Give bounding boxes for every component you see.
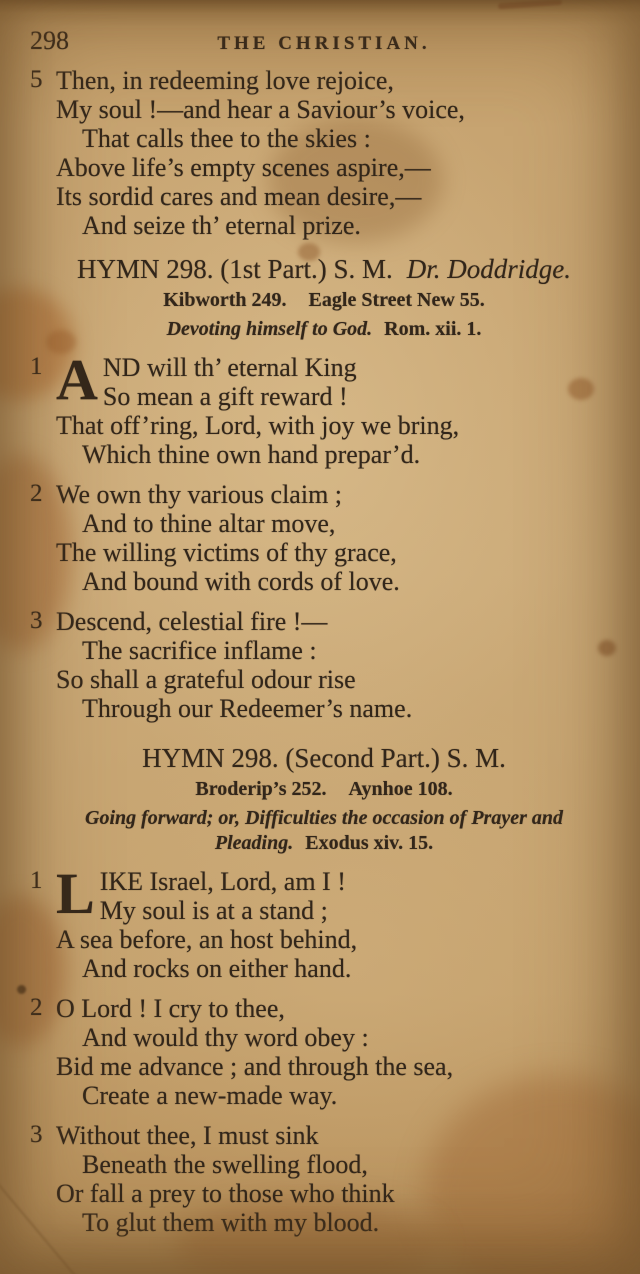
verse-line: ND will th’ eternal King [102, 353, 357, 382]
page-number: 298 [30, 26, 69, 55]
verse-line: Its sordid cares and mean desire,— [56, 182, 422, 211]
hymn-subject-line-2 [30, 831, 618, 856]
verse-line: Then, in redeeming love rejoice, [56, 66, 394, 95]
verse-number: 5 [30, 66, 43, 93]
dropcap-letter: A [56, 347, 98, 412]
verse-line: So shall a grateful odour rise [56, 665, 356, 694]
verse-line: And would thy word obey : [82, 1023, 369, 1052]
verse-line: And to thine altar move, [82, 509, 336, 538]
dropcap-adjacent-lines [103, 353, 357, 411]
dropcap-adjacent-lines [100, 867, 346, 925]
verse-line: And rocks on either hand. [82, 954, 352, 983]
verse-line: That off’ring, Lord, with joy we bring, [56, 411, 460, 440]
verse-lines [56, 1121, 618, 1237]
hymn-298-second-part-heading [30, 743, 618, 774]
verse-line: Above life’s empty scenes aspire,— [56, 153, 431, 182]
verse-number: 1 [30, 353, 43, 380]
verse-lines [56, 607, 618, 723]
verse-line: O Lord ! I cry to thee, [56, 994, 285, 1023]
verse-line: And bound with cords of love. [82, 567, 400, 596]
carryover-verse-5 [30, 66, 618, 240]
scripture-reference: Rom. xii. 1. [384, 318, 482, 340]
page-top-edge-shadow [0, 0, 640, 13]
dropcap-lines [56, 861, 618, 926]
verse-number: 1 [30, 867, 43, 894]
hymn-tune-references [30, 778, 618, 801]
hymn-tune-references [30, 289, 618, 312]
verse-line: Create a new-made way. [82, 1081, 338, 1110]
verse-number: 2 [30, 994, 43, 1021]
verse-line: Beneath the swelling flood, [82, 1150, 368, 1179]
hymn-author: Dr. Doddridge. [406, 254, 572, 284]
verse-line: Or fall a prey to those who think [56, 1179, 395, 1208]
hymn-subject-line [30, 317, 618, 342]
verse-line: Bid me advance ; and through the sea, [56, 1052, 454, 1081]
verse-line: The willing victims of thy grace, [56, 538, 397, 567]
verse-lines [56, 66, 618, 240]
tune-reference: Aynhoe 108. [348, 778, 453, 800]
verse-number: 3 [30, 607, 43, 634]
hymn-heading-text: HYMN 298. (1st Part.) S. M. [76, 254, 393, 284]
first-part-verse-2 [30, 480, 618, 596]
verse-lines [56, 480, 618, 596]
verse-line: A sea before, an host behind, [56, 925, 358, 954]
verse-line: To glut them with my blood. [82, 1208, 380, 1237]
verse-line: That calls thee to the skies : [82, 124, 371, 153]
scripture-reference: Exodus xiv. 15. [305, 832, 434, 854]
hymn-subject-line [30, 806, 618, 856]
hymn-subject: Devoting himself to God. [166, 318, 373, 340]
verse-number: 2 [30, 480, 43, 507]
verse-line: We own thy various claim ; [56, 480, 343, 509]
tune-reference: Kibworth 249. [163, 289, 287, 311]
hymn-298-first-part-heading [30, 254, 618, 285]
second-part-verse-3 [30, 1121, 618, 1237]
verse-lines [56, 994, 618, 1110]
verse-line: Which thine own hand prepar’d. [82, 440, 421, 469]
verse-lines [56, 347, 618, 469]
dropcap-letter: L [56, 861, 95, 926]
hymn-subject-continued: Pleading. [214, 832, 294, 854]
verse-line: So mean a gift reward ! [102, 382, 348, 411]
first-part-verse-1 [30, 347, 618, 469]
verse-line: IKE Israel, Lord, am I ! [99, 867, 346, 896]
second-part-verse-2 [30, 994, 618, 1110]
tune-reference: Eagle Street New 55. [308, 289, 485, 311]
verse-line: Through our Redeemer’s name. [82, 694, 413, 723]
verse-lines [56, 861, 618, 983]
running-title: THE CHRISTIAN. [217, 33, 431, 54]
tune-reference: Broderip’s 252. [195, 778, 327, 800]
verse-line: The sacrifice inflame : [82, 636, 317, 665]
verse-line: Descend, celestial fire !— [56, 607, 328, 636]
hymn-heading-text: HYMN 298. (Second Part.) S. M. [142, 743, 506, 773]
second-part-verse-1 [30, 861, 618, 983]
running-header [30, 26, 618, 56]
verse-number: 3 [30, 1121, 43, 1148]
verse-line: Without thee, I must sink [56, 1121, 319, 1150]
first-part-verse-3 [30, 607, 618, 723]
dropcap-lines [56, 347, 618, 412]
verse-line: My soul is at a stand ; [99, 896, 328, 925]
verse-line: My soul !—and hear a Saviour’s voice, [56, 95, 465, 124]
hymn-subject-line-1: Going forward; or, Difficulties the occasion of Prayer and [85, 807, 563, 829]
verse-line: And seize th’ eternal prize. [82, 211, 361, 240]
